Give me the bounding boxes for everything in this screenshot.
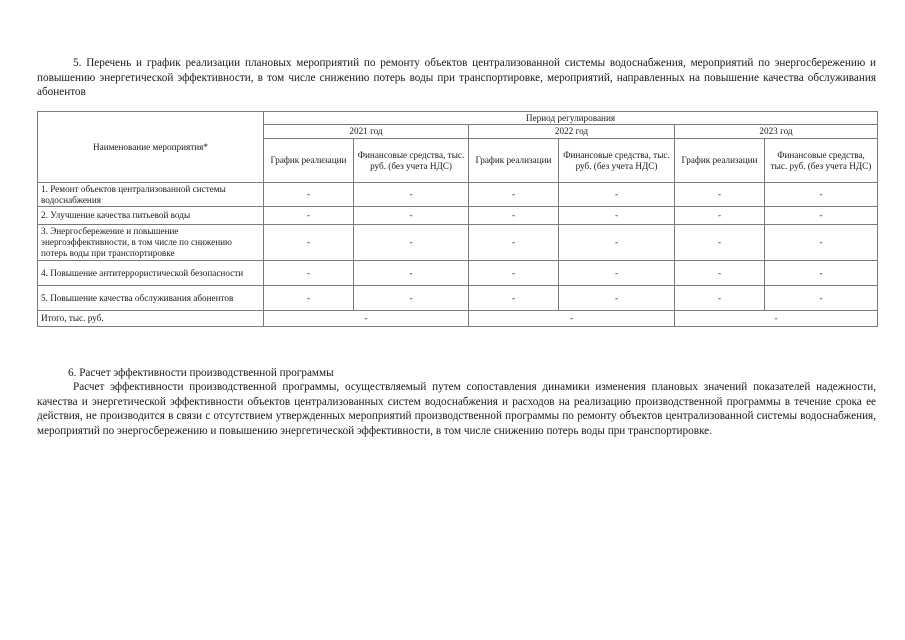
row-cell: - <box>469 225 559 261</box>
header-year-2021: 2021 год <box>264 125 469 139</box>
row-cell: - <box>469 207 559 225</box>
header-finance-2022: Финансовые средства, тыс. руб. (без учета НДС) <box>559 139 675 183</box>
header-schedule-2023: График реализации <box>675 139 765 183</box>
row-name: 2. Улучшение качества питьевой воды <box>38 207 264 225</box>
row-cell: - <box>264 261 354 286</box>
table-row <box>38 286 878 311</box>
row-cell: - <box>264 183 354 207</box>
table-row <box>38 183 878 207</box>
header-period: Период регулирования <box>264 112 878 125</box>
row-cell: - <box>765 261 878 286</box>
row-cell: - <box>469 286 559 311</box>
row-cell: - <box>559 225 675 261</box>
header-schedule-2021: График реализации <box>264 139 354 183</box>
section-5-heading <box>37 56 876 100</box>
header-row-period <box>38 112 878 125</box>
row-cell: - <box>354 207 469 225</box>
row-cell: - <box>765 286 878 311</box>
row-cell: - <box>559 261 675 286</box>
row-cell: - <box>559 183 675 207</box>
section-6-text: Расчет эффективности производственной программы, осуществляемый путем сопоставления динамики изменения плановых значений показателей надежности, качества и энергетической эффективности объектов централизованных систем водоснабжения и расходов на реализацию производственной программы в течение срока ее действия, не производится в связи с отсутствием утвержденных мероприятий производственной программы по ремонту объектов централизованной системы водоснабжения, мероприятий по энергосбережению и повышению энергетической эффективности, в том числе снижению потерь воды при транспортировке. <box>37 381 876 437</box>
table-row <box>38 225 878 261</box>
section-5-text: 5. Перечень и график реализации плановых мероприятий по ремонту объектов централизованной системы водоснабжения, мероприятий по энергосбережению и повышению энергетической эффективности, в том числе снижению потерь воды при транспортировке, мероприятий, направленных на повышение качества обслуживания абонентов <box>37 57 876 99</box>
row-cell: - <box>675 183 765 207</box>
header-year-2023: 2023 год <box>675 125 878 139</box>
row-cell: - <box>354 286 469 311</box>
row-cell: - <box>354 225 469 261</box>
row-cell: - <box>559 207 675 225</box>
row-name: 3. Энергосбережение и повышение энергоэффективности, в том числе по снижению потерь воды при транспортировке <box>38 225 264 261</box>
row-cell: - <box>354 183 469 207</box>
total-label: Итого, тыс. руб. <box>38 311 264 327</box>
header-schedule-2022: График реализации <box>469 139 559 183</box>
total-2023: - <box>675 311 878 327</box>
table-row <box>38 261 878 286</box>
header-finance-2023: Финансовые средства, тыс. руб. (без учета НДС) <box>765 139 878 183</box>
row-name: 1. Ремонт объектов централизованной системы водоснабжения <box>38 183 264 207</box>
row-cell: - <box>675 261 765 286</box>
row-cell: - <box>765 207 878 225</box>
total-2022: - <box>469 311 675 327</box>
row-cell: - <box>354 261 469 286</box>
row-name: 5. Повышение качества обслуживания абонентов <box>38 286 264 311</box>
header-year-2022: 2022 год <box>469 125 675 139</box>
row-cell: - <box>264 207 354 225</box>
row-cell: - <box>264 225 354 261</box>
row-cell: - <box>559 286 675 311</box>
section-6-title: 6. Расчет эффективности производственной программы <box>68 367 334 379</box>
header-finance-2021: Финансовые средства, тыс. руб. (без учета НДС) <box>354 139 469 183</box>
total-2021: - <box>264 311 469 327</box>
total-row <box>38 311 878 327</box>
row-cell: - <box>675 207 765 225</box>
section-6-body <box>37 380 876 438</box>
row-cell: - <box>469 261 559 286</box>
row-cell: - <box>469 183 559 207</box>
row-cell: - <box>675 225 765 261</box>
row-name: 4. Повышение антитеррористической безопасности <box>38 261 264 286</box>
row-cell: - <box>675 286 765 311</box>
row-cell: - <box>765 225 878 261</box>
header-activity-name: Наименование мероприятия* <box>38 112 264 183</box>
row-cell: - <box>264 286 354 311</box>
activities-table <box>37 111 878 327</box>
row-cell: - <box>765 183 878 207</box>
table-row <box>38 207 878 225</box>
